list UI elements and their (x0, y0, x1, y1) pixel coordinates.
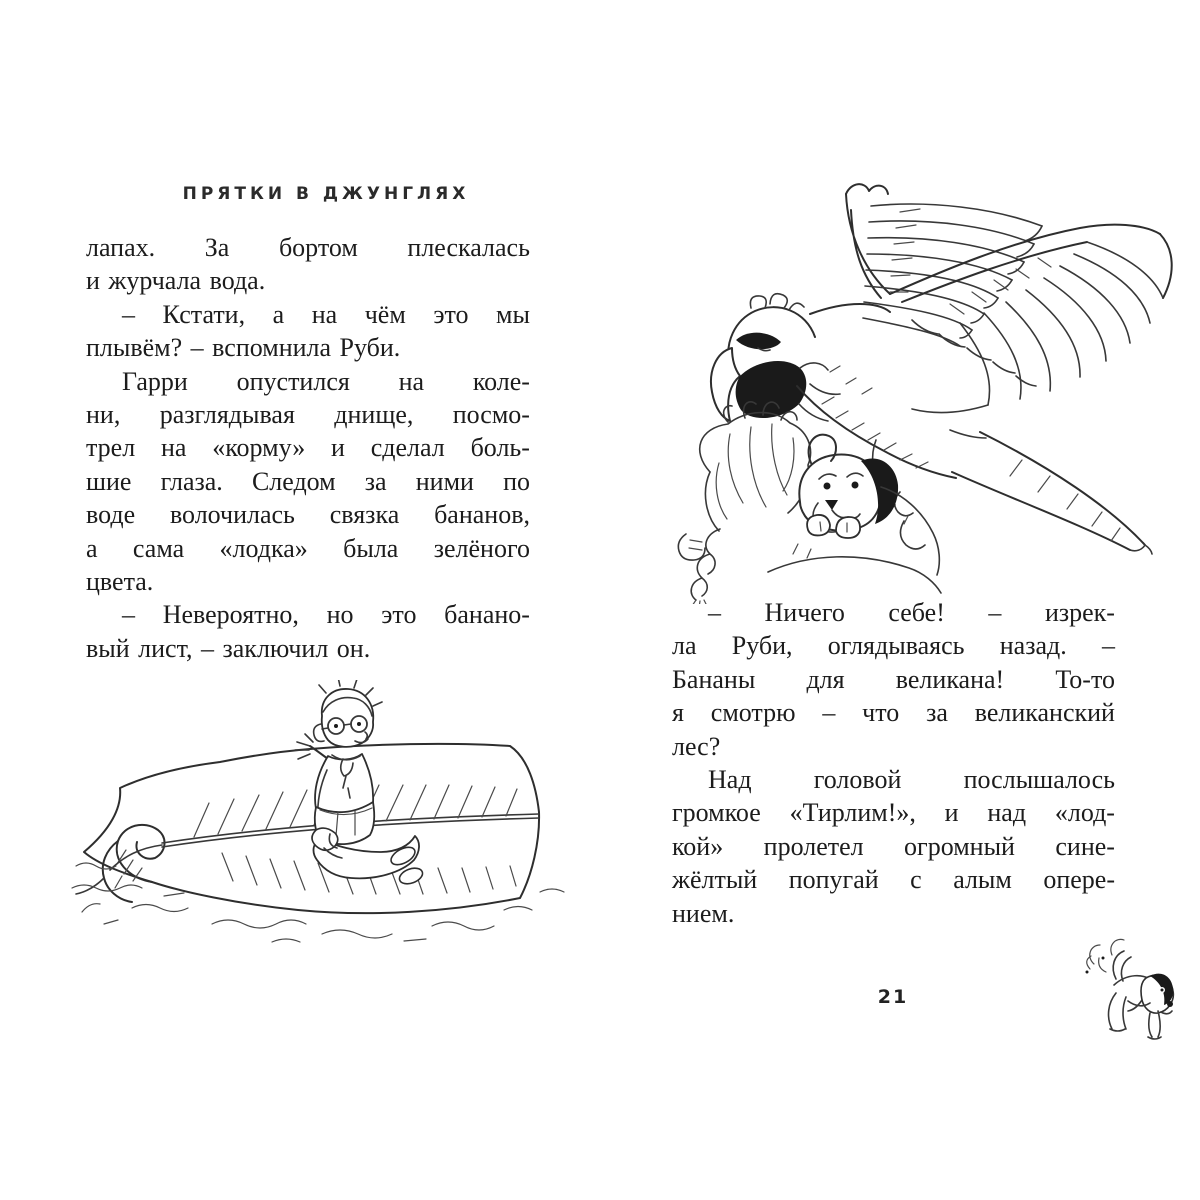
word: по (503, 466, 530, 496)
word: попугай (788, 865, 879, 895)
word: «лодка» (219, 533, 308, 563)
word: пролетел (763, 831, 864, 861)
word: алым (953, 865, 1012, 895)
banana-leaf-drawing (76, 744, 539, 913)
text-line (86, 465, 530, 498)
text-line (86, 365, 530, 398)
word: что (862, 698, 900, 728)
word: банано- (444, 600, 530, 630)
text-line (672, 696, 1115, 729)
word: великанский (974, 698, 1115, 728)
text-line (672, 596, 1115, 629)
word: изрек- (1044, 598, 1115, 627)
paragraph (672, 596, 1115, 763)
word: а (86, 533, 98, 563)
word: назад. (999, 631, 1067, 661)
word: Бананы (672, 664, 756, 694)
word: воде (86, 500, 136, 530)
word: шие (86, 466, 132, 496)
word: посмо- (452, 399, 530, 429)
word: сделал (370, 433, 445, 463)
boy-on-banana-leaf-illustration (70, 680, 585, 950)
word: бананов, (434, 500, 530, 530)
word: разглядывая (159, 399, 295, 429)
word: коле- (472, 366, 530, 396)
text-line (86, 231, 530, 264)
paragraph (672, 763, 1115, 930)
word: огромный (904, 831, 1015, 861)
word: – (122, 299, 135, 329)
text-line (672, 863, 1115, 896)
paragraph (86, 598, 530, 665)
text-line (672, 629, 1115, 662)
word: трел (86, 433, 136, 463)
word: оглядываясь (827, 631, 965, 661)
girl-drawing (678, 402, 810, 604)
word: за (364, 466, 387, 496)
word: плескалась (407, 233, 530, 262)
word: Гарри (122, 366, 188, 396)
paragraph (86, 298, 530, 365)
text-line (672, 796, 1115, 829)
text-line (86, 398, 530, 431)
text-line: плывём? – вспомнила Руби. (86, 333, 401, 363)
word: великана! (895, 664, 1005, 694)
word: ни, (86, 399, 121, 429)
running-header: ПРЯТКИ В ДЖУНГЛЯХ (182, 184, 470, 204)
word: «корму» (212, 433, 306, 463)
word: мы (496, 299, 530, 329)
word: Кстати, (162, 299, 246, 329)
text-line (672, 663, 1115, 696)
paragraph (86, 231, 530, 298)
parrot-drawing (711, 184, 1172, 554)
word: послышалось (963, 764, 1115, 794)
word: опустился (236, 366, 350, 396)
word: а (272, 299, 285, 329)
text-line: цвета. (86, 566, 154, 596)
word: «лод- (1054, 798, 1115, 828)
word: себе! (888, 598, 945, 627)
corner-puppy-illustration (1078, 938, 1178, 1043)
word: громкое (672, 798, 761, 828)
word: и (331, 433, 345, 463)
word: – (122, 600, 135, 630)
word: Следом (251, 466, 336, 496)
word: я (672, 698, 684, 728)
text-line: вый лист, – заключил он. (86, 633, 371, 663)
text-line (86, 431, 530, 464)
word: За (204, 233, 230, 262)
word: Руби, (731, 631, 793, 661)
word: днище, (334, 399, 414, 429)
word: кой» (672, 831, 724, 861)
text-line: нием. (672, 898, 735, 928)
word: опере- (1043, 865, 1115, 895)
word: чём (364, 299, 406, 329)
word: на (311, 299, 338, 329)
word: сама (132, 533, 185, 563)
word: – (1101, 631, 1115, 661)
word: и (944, 798, 959, 828)
word: связка (329, 500, 400, 530)
word: это (381, 600, 417, 630)
word: лапах. (86, 233, 156, 262)
word: – (988, 598, 1002, 627)
text-line (672, 763, 1115, 796)
word: зелёного (433, 533, 530, 563)
word: – (822, 698, 836, 728)
word: ла (672, 631, 697, 661)
word: То-то (1055, 664, 1115, 694)
right-text-column (672, 596, 1115, 930)
word: с (910, 865, 922, 895)
word: Над (708, 764, 752, 794)
word: сине- (1055, 831, 1115, 861)
text-line (86, 598, 530, 631)
text-line: лес? (672, 731, 721, 761)
word: боль- (470, 433, 530, 463)
paragraph (86, 365, 530, 599)
word: «Тирлим!», (789, 798, 916, 828)
word: бортом (278, 233, 358, 262)
word: на (160, 433, 187, 463)
word: это (433, 299, 469, 329)
text-line (86, 298, 530, 331)
text-line (86, 532, 530, 565)
word: головой (813, 764, 902, 794)
word: над (987, 798, 1027, 828)
word: жёлтый (672, 865, 758, 895)
word: ними (415, 466, 474, 496)
word: смотрю (710, 698, 796, 728)
word: Ничего (764, 598, 845, 627)
word: но (326, 600, 354, 630)
text-line: и журчала вода. (86, 266, 266, 296)
word: глаза. (160, 466, 223, 496)
word: на (398, 366, 425, 396)
text-line (672, 830, 1115, 863)
word: волочилась (169, 500, 295, 530)
word: была (343, 533, 399, 563)
page-number: 21 (877, 986, 909, 1008)
parrot-girl-puppy-illustration (650, 172, 1195, 604)
word: Невероятно, (162, 600, 299, 630)
corner-puppy-drawing (1086, 939, 1174, 1039)
word: для (806, 664, 845, 694)
text-line (86, 498, 530, 531)
word: за (926, 698, 948, 728)
word: – (708, 598, 721, 627)
left-text-column (86, 231, 530, 665)
